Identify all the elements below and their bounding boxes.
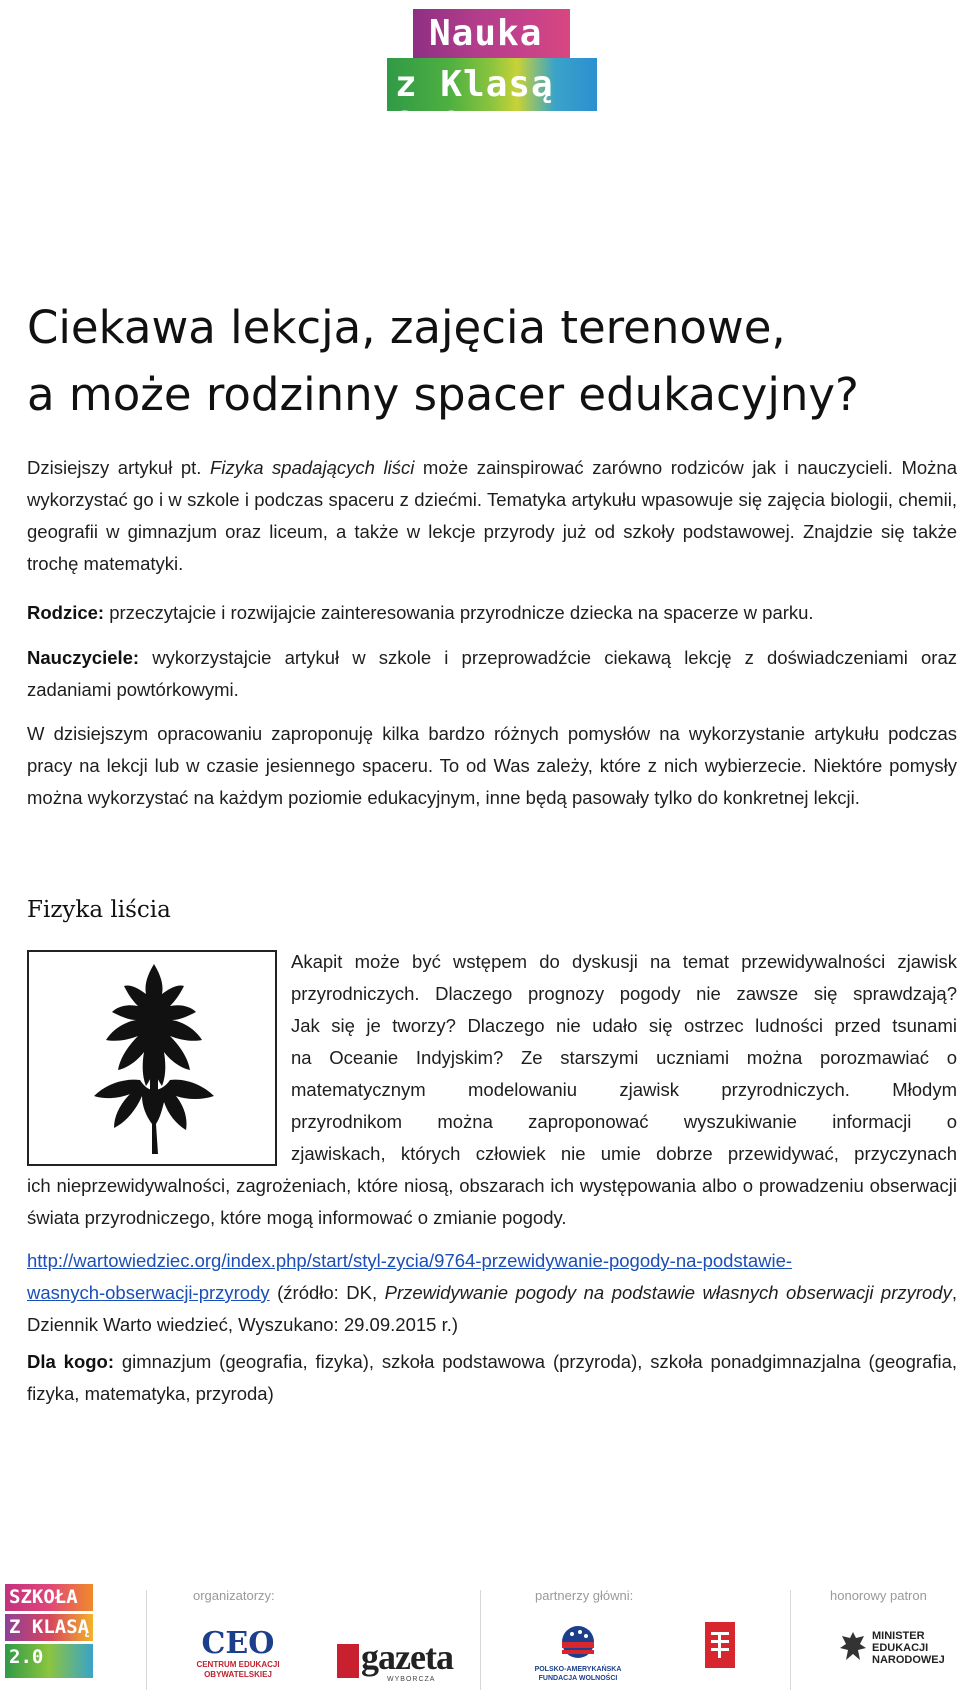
- leaf-image: [27, 950, 277, 1166]
- source-after: , Dziennik Warto wiedzieć, Wyszukano: 29.09.2015 r.): [27, 1282, 957, 1335]
- ceo-logo-subtext: CENTRUM EDUKACJI OBYWATELSKIEJ: [196, 1660, 280, 1679]
- source-paragraph: [27, 1245, 957, 1341]
- men-logo: [838, 1630, 945, 1671]
- for-whom-text: gimnazjum (geografia, fizyka), szkoła podstawowa (przyroda), szkoła ponadgimnazjalna (geografia, fizyka, matematyka, przyroda): [27, 1351, 958, 1404]
- intro-after: może zainspirować zarówno rodziców jak i nauczycieli. Można wykorzystać go i w szkole i podczas spaceru z dziećmi. Tematyka artykułu wpasowuje się zajęcia biologii, chemii, geografii w gimnazjum oraz liceum, a także w lekcje przyrody już od szkoły podstawowej. Znajdzie się także trochę matematyki.: [27, 457, 957, 574]
- gazeta-logo-subtext: WYBORCZA: [387, 1676, 436, 1683]
- eagle-emblem-icon: [838, 1630, 868, 1666]
- source-title: Przewidywanie pogody na podstawie własnych obserwacji przyrody: [384, 1282, 952, 1303]
- teachers-label: Nauczyciele:: [27, 647, 140, 668]
- ceo-logo: [192, 1628, 284, 1680]
- ideas-paragraph: W dzisiejszym opracowaniu zaproponuję kilka bardzo różnych pomysłów na wykorzystanie artykułu podczas pracy na lekcji lub w czasie jesiennego spaceru. To od Was zależy, które z nich wybierzecie. Niektóre pomysły można wykorzystać na każdym poziomie edukacyjnym, inne będą pasowały tylko do konkretnej lekcji.: [27, 723, 957, 808]
- szkola-logo-line-3: 2.0: [5, 1644, 93, 1678]
- wrap-line: matematycznym modelowaniu zjawisk przyrodniczych. Młodym: [291, 1079, 957, 1100]
- pafw-logo-text: POLSKO-AMERYKAŃSKA FUNDACJA WOLNOŚCI: [534, 1666, 622, 1682]
- logo-top-band: [413, 9, 570, 58]
- men-logo-text: MINISTER EDUKACJI NARODOWEJ: [872, 1630, 945, 1666]
- footer: [0, 1580, 960, 1692]
- partner-mark-icon: [705, 1622, 735, 1668]
- source-link-line-2[interactable]: wasnych-obserwacji-przyrody: [27, 1282, 270, 1303]
- leaf-silhouette-icon: [84, 960, 224, 1156]
- footer-divider: [790, 1590, 791, 1690]
- logo-line-2: z Klasą 2.0: [395, 64, 554, 146]
- partners-label: partnerzy główni:: [535, 1588, 634, 1603]
- article-title: Fizyka spadających liści: [210, 457, 415, 478]
- footer-divider: [146, 1590, 147, 1690]
- wrap-line: przyrodnikom można zaproponować wyszukiwanie informacji o: [291, 1111, 957, 1132]
- page-title: [27, 294, 947, 428]
- organizers-label: organizatorzy:: [193, 1588, 275, 1603]
- footer-divider: [480, 1590, 481, 1690]
- gazeta-red-square: [337, 1644, 359, 1678]
- for-whom-label: Dla kogo:: [27, 1351, 115, 1372]
- teachers-text: wykorzystajcie artykuł w szkole i przeprowadźcie ciekawą lekcję z doświadczeniami oraz zadaniami powtórkowymi.: [27, 647, 957, 700]
- title-line-2: a może rodzinny spacer edukacyjny?: [27, 368, 859, 421]
- honorary-patron-label: honorowy patron: [830, 1588, 927, 1603]
- red-partner-logo: [705, 1622, 735, 1668]
- szkola-logo-line-1: SZKOŁA: [5, 1584, 93, 1611]
- logo-bottom-band: [387, 58, 597, 146]
- source-before: (źródło: DK,: [269, 1282, 385, 1303]
- szkola-z-klasa-logo: [5, 1584, 89, 1680]
- for-whom-paragraph: [27, 1346, 957, 1410]
- intro-before: Dzisiejszy artykuł pt.: [27, 457, 211, 478]
- nauka-z-klasa-logo: [387, 9, 597, 146]
- ceo-logo-text: CEO: [201, 1626, 275, 1661]
- wrap-line: przyrodniczych. Dlaczego prognozy pogody nie zawsze się sprawdzają?: [291, 983, 957, 1004]
- wrap-continuation: ich nieprzewidywalności, zagrożeniach, które niosą, obszarach ich występowania albo o prowadzeniu obserwacji świata przyrodniczego, które mogą informować o zmianie pogody.: [27, 1175, 957, 1228]
- logo-line-1: Nauka: [429, 13, 543, 54]
- intro-paragraph: [27, 452, 957, 580]
- wrap-line: zjawiskach, których człowiek nie umie dobrze przewidywać, przyczynach: [291, 1143, 957, 1164]
- teachers-paragraph: [27, 642, 957, 706]
- pafw-logo: [533, 1624, 623, 1683]
- parents-text: przeczytajcie i rozwijajcie zainteresowania przyrodnicze dziecka na spacerze w parku.: [104, 602, 814, 623]
- source-link-line-1[interactable]: http://wartowiedziec.org/index.php/start/styl-zycia/9764-przewidywanie-pogody-na-podstawie-: [27, 1250, 793, 1271]
- flag-eagle-icon: [558, 1624, 598, 1660]
- parents-label: Rodzice:: [27, 602, 105, 623]
- wrap-line: Jak się je tworzy? Dlaczego nie udało się ostrzec ludności przed tsunami: [291, 1015, 957, 1036]
- gazeta-logo-text: gazeta: [361, 1637, 453, 1677]
- parents-paragraph: [27, 597, 957, 629]
- section-heading: Fizyka liścia: [27, 897, 171, 923]
- wrap-line: Akapit może być wstępem do dyskusji na temat przewidywalności zjawisk: [291, 951, 957, 972]
- wrap-line: na Oceanie Indyjskim? Ze starszymi uczniami można porozmawiać o: [291, 1047, 957, 1068]
- szkola-logo-line-2: Z KLASĄ: [5, 1614, 93, 1641]
- title-line-1: Ciekawa lekcja, zajęcia terenowe,: [27, 301, 786, 354]
